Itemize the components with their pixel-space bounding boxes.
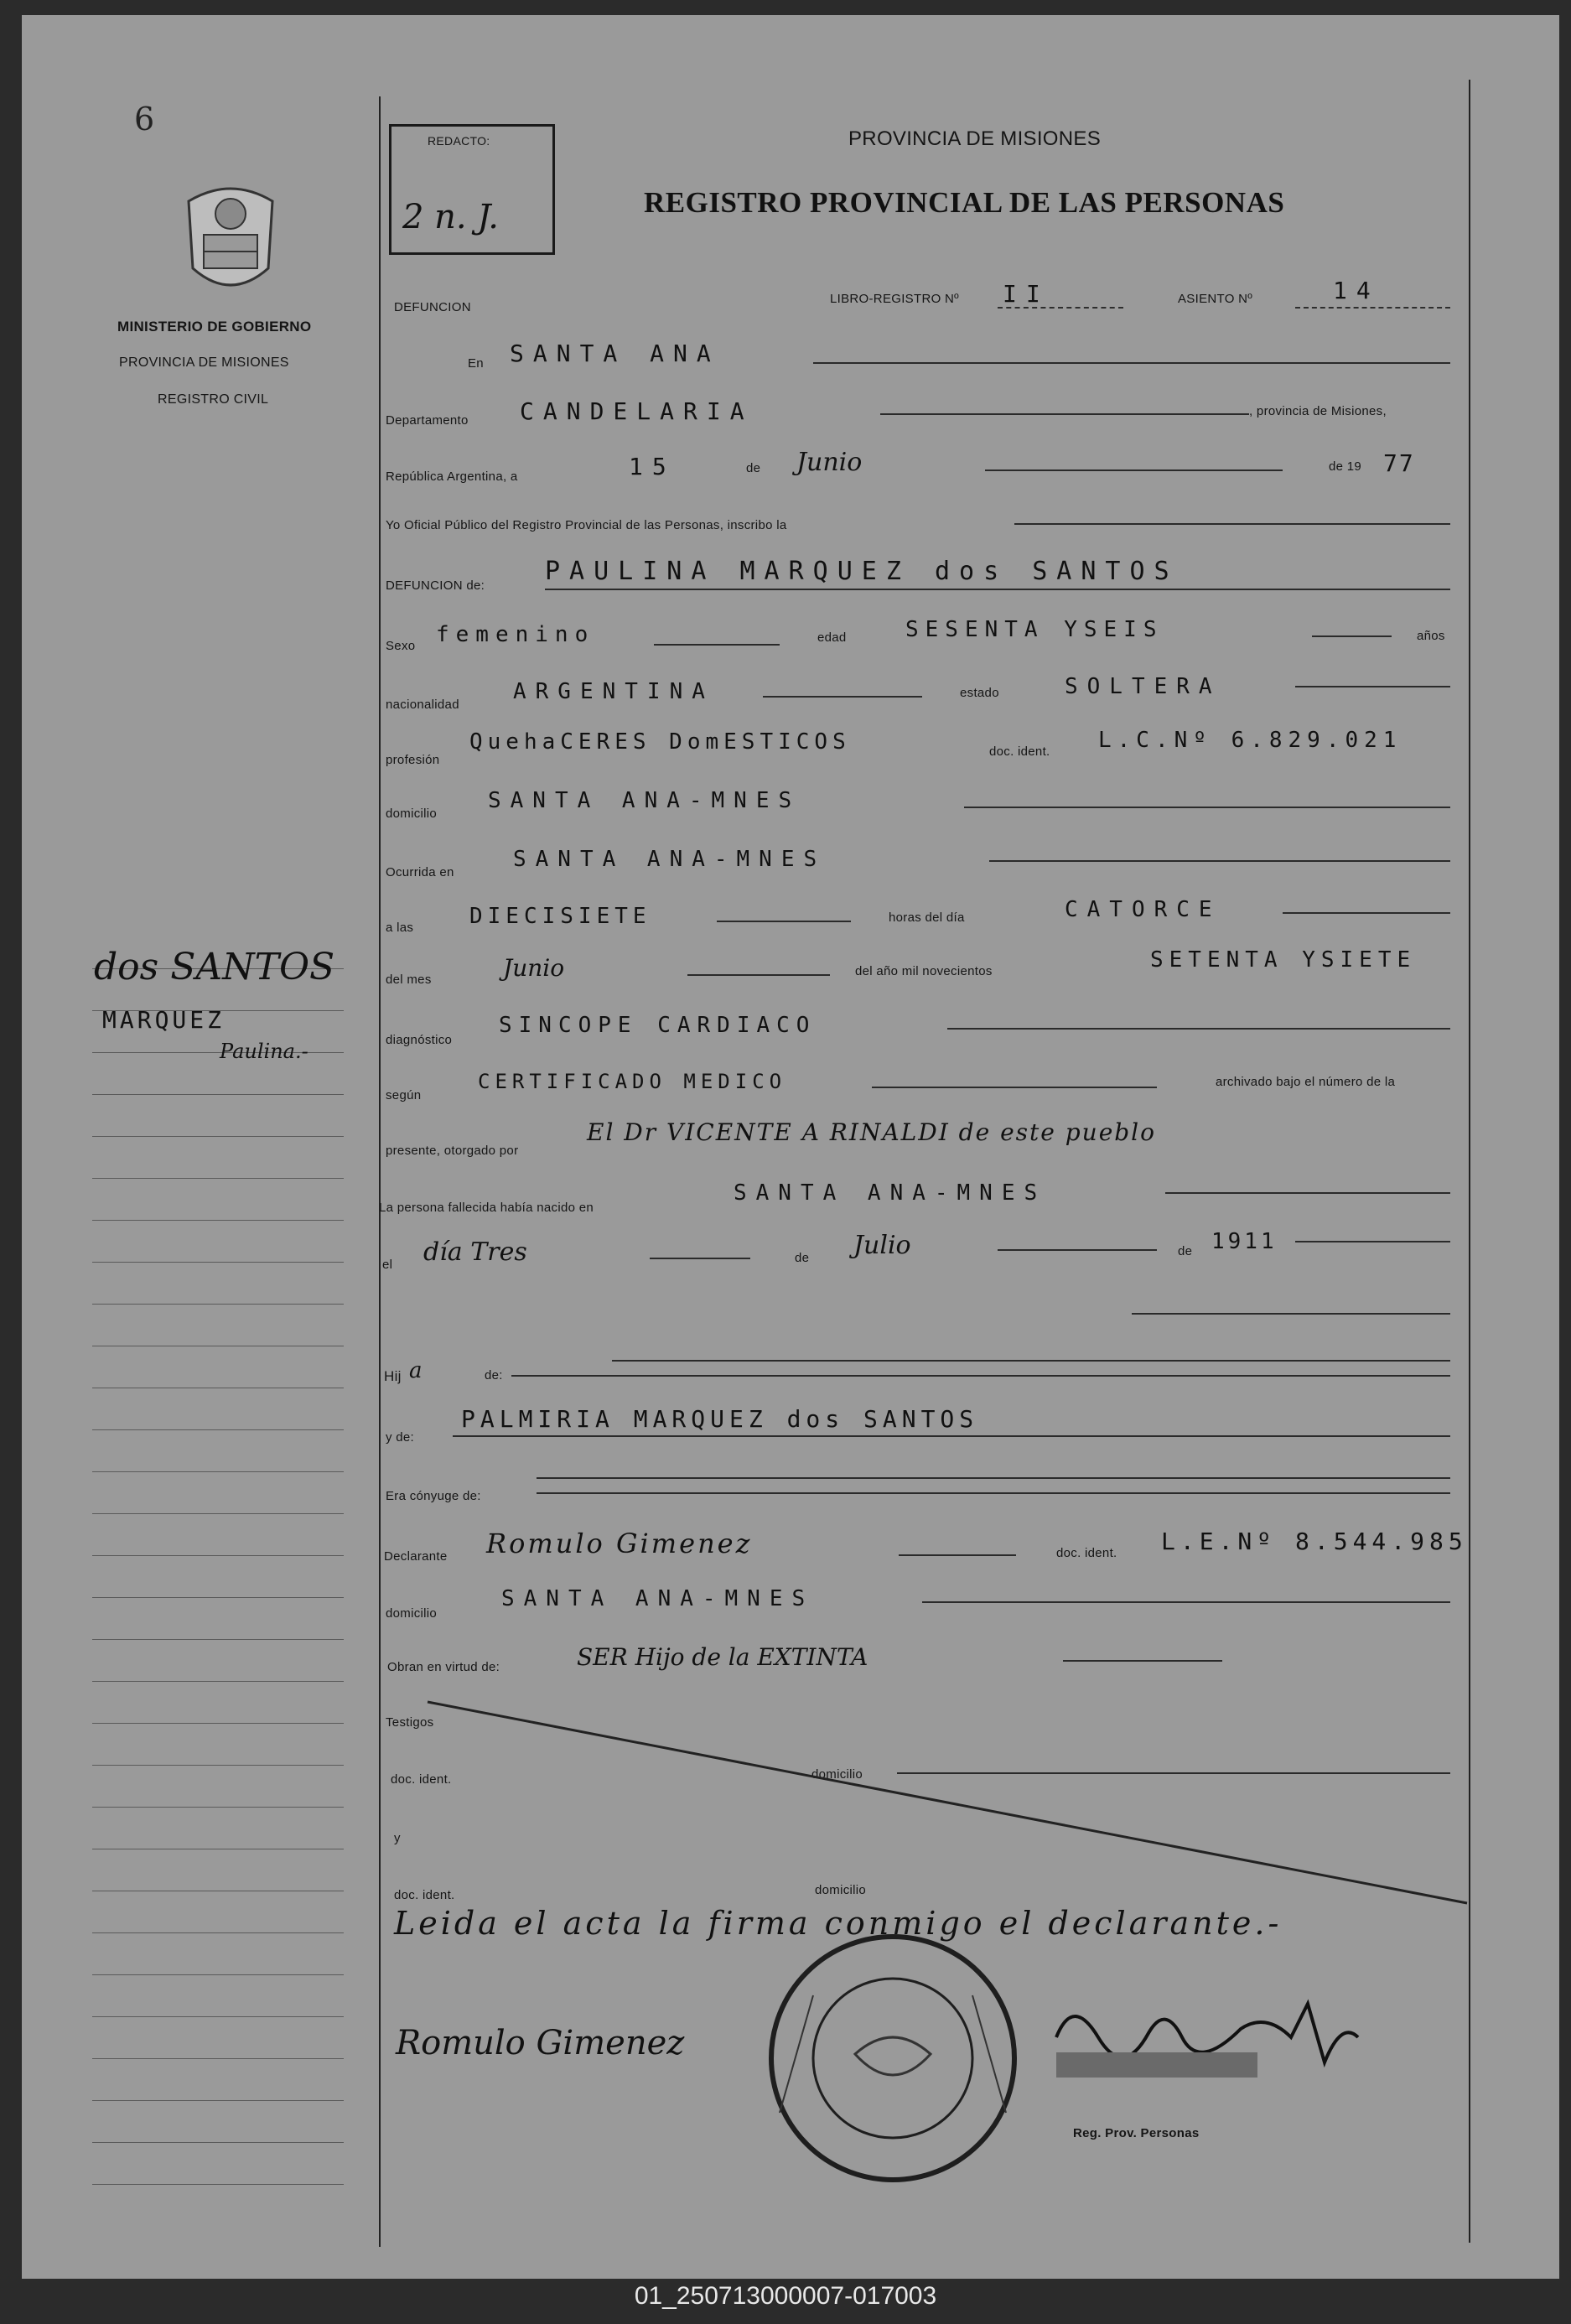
- diagnostico-value: SINCOPE CARDIACO: [499, 1013, 817, 1038]
- padre-label: de:: [485, 1368, 503, 1382]
- page-number: 6: [134, 101, 155, 137]
- libro-label: LIBRO-REGISTRO Nº: [830, 292, 959, 306]
- de-year-label: de 19: [1329, 459, 1362, 474]
- margin-note-line1: dos SANTOS: [94, 946, 335, 988]
- dia-value: 15: [629, 453, 676, 480]
- conyuge-label: Era cónyuge de:: [386, 1489, 481, 1503]
- oficial-label: Yo Oficial Público del Registro Provincial de las Personas, inscribo la: [386, 518, 787, 532]
- profesion-label: profesión: [386, 753, 440, 767]
- y-de-label: y de:: [386, 1430, 415, 1445]
- ano-texto-value: SETENTA YSIETE: [1150, 947, 1417, 973]
- libro-value: II: [1003, 280, 1050, 308]
- madre-value: PALMIRIA MARQUEZ dos SANTOS: [461, 1405, 979, 1433]
- redacto-label: REDACTO:: [428, 134, 490, 148]
- en-value: SANTA ANA: [510, 340, 720, 367]
- doc-value: L.C.Nº 6.829.021: [1098, 728, 1402, 753]
- otorgado-value: El Dr VICENTE A RINALDI de este pueblo: [587, 1118, 1156, 1146]
- obran-label: Obran en virtud de:: [387, 1660, 500, 1674]
- mes-value: Junio: [796, 448, 863, 477]
- presente-label: presente, otorgado por: [386, 1144, 519, 1158]
- horas-label: horas del día: [889, 910, 965, 925]
- doc-declarante-value: L.E.Nº 8.544.985: [1161, 1528, 1468, 1555]
- del-ano-label: del año mil novecientos: [855, 964, 993, 978]
- officer-signature: [1048, 1987, 1366, 2088]
- profesion-value: QuehaCERES DomESTICOS: [469, 729, 851, 755]
- segun-label: según: [386, 1088, 422, 1102]
- en-label: En: [468, 356, 484, 371]
- ministry-line3: REGISTRO CIVIL: [158, 392, 269, 407]
- margin-note-line2: MARQUEZ: [102, 1006, 226, 1034]
- asiento-value: 14: [1333, 277, 1380, 304]
- ocurrida-value: SANTA ANA-MNES: [513, 847, 827, 872]
- estado-value: SOLTERA: [1065, 674, 1221, 699]
- diagnostico-label: diagnóstico: [386, 1033, 453, 1047]
- mes2-value: Junio: [503, 954, 565, 982]
- province-heading: PROVINCIA DE MISIONES: [848, 127, 1102, 150]
- anos-label: años: [1417, 629, 1445, 643]
- testigos2-doc-label: doc. ident.: [394, 1888, 455, 1902]
- declarante-value: Romulo Gimenez: [486, 1528, 753, 1559]
- testigos-domicilio-label: domicilio: [811, 1767, 863, 1782]
- ministry-line1: MINISTERIO DE GOBIERNO: [117, 319, 312, 335]
- de-ano-value: 1911: [1211, 1229, 1278, 1254]
- a-las-label: a las: [386, 921, 414, 935]
- domicilio-declarante-value: SANTA ANA-MNES: [501, 1586, 815, 1611]
- archivado-label: archivado bajo el número de la: [1216, 1075, 1396, 1089]
- coat-of-arms-icon: [172, 176, 289, 302]
- nacido-value: SANTA ANA-MNES: [734, 1180, 1047, 1206]
- obran-value: SER Hijo de la EXTINTA: [577, 1643, 868, 1671]
- departamento-label: Departamento: [386, 413, 469, 428]
- nacido-label: La persona fallecida había nacido en: [379, 1201, 594, 1215]
- defuncion-de-label: DEFUNCION de:: [386, 578, 485, 593]
- year-value: 77: [1383, 449, 1415, 477]
- el-dia-value: día Tres: [423, 1237, 527, 1267]
- domicilio-value: SANTA ANA-MNES: [488, 788, 801, 813]
- cancellation-line: [377, 1694, 1484, 1912]
- asiento-label: ASIENTO Nº: [1178, 292, 1253, 306]
- de-label-3: de: [1178, 1244, 1193, 1258]
- del-mes-label: del mes: [386, 973, 432, 987]
- declarante-signature: Romulo Gimenez: [396, 2024, 685, 2062]
- y-label: y: [394, 1831, 401, 1845]
- registry-title: REGISTRO PROVINCIAL DE LAS PERSONAS: [644, 186, 1285, 219]
- testigos-doc-label: doc. ident.: [391, 1772, 452, 1787]
- provincia-label: , provincia de Misiones,: [1249, 404, 1387, 418]
- ocurrida-label: Ocurrida en: [386, 865, 454, 879]
- hijo-suffix-value: a: [409, 1358, 423, 1383]
- leida-statement: Leida el acta la firma conmigo el declarante.-: [394, 1905, 1283, 1942]
- redacto-value: 2 n. J.: [402, 198, 499, 236]
- nacionalidad-value: ARGENTINA: [513, 679, 714, 704]
- edad-label: edad: [817, 630, 847, 645]
- stamp-text: Reg. Prov. Personas: [1073, 2126, 1200, 2140]
- left-vertical-rule: [379, 96, 381, 2247]
- file-caption: 01_250713000007-017003: [634, 2282, 937, 2310]
- hora-value: DIECISIETE: [469, 904, 651, 929]
- hijo-label: Hij: [384, 1368, 402, 1384]
- de-mes-value: Julio: [853, 1231, 911, 1260]
- testigos2-domicilio-label: domicilio: [815, 1883, 867, 1897]
- sexo-value: femenino: [436, 622, 595, 647]
- dia-texto-value: CATORCE: [1065, 897, 1221, 922]
- republica-label: República Argentina, a: [386, 469, 518, 484]
- declarante-label: Declarante: [384, 1549, 448, 1564]
- de-label-1: de: [746, 461, 761, 475]
- segun-value: CERTIFICADO MEDICO: [478, 1070, 787, 1093]
- sexo-label: Sexo: [386, 639, 416, 653]
- el-label: el: [382, 1258, 393, 1272]
- edad-value: SESENTA YSEIS: [905, 617, 1164, 642]
- nombre-value: PAULINA MARQUEZ dos SANTOS: [545, 557, 1179, 586]
- defuncion-top-label: DEFUNCION: [394, 300, 471, 314]
- nacionalidad-label: nacionalidad: [386, 698, 459, 712]
- departamento-value: CANDELARIA: [520, 397, 754, 425]
- margin-note-line3: Paulina.-: [220, 1040, 308, 1063]
- estado-label: estado: [960, 686, 999, 700]
- testigos-label: Testigos: [386, 1715, 434, 1730]
- doc-ident2-label: doc. ident.: [1056, 1546, 1117, 1560]
- doc-ident-label: doc. ident.: [989, 744, 1050, 759]
- right-vertical-rule: [1469, 80, 1470, 2243]
- domicilio2-label: domicilio: [386, 1606, 438, 1621]
- de-label-2: de: [795, 1251, 810, 1265]
- ministry-line2: PROVINCIA DE MISIONES: [119, 355, 289, 370]
- domicilio-label: domicilio: [386, 807, 438, 821]
- official-seal-icon: [763, 1928, 1023, 2188]
